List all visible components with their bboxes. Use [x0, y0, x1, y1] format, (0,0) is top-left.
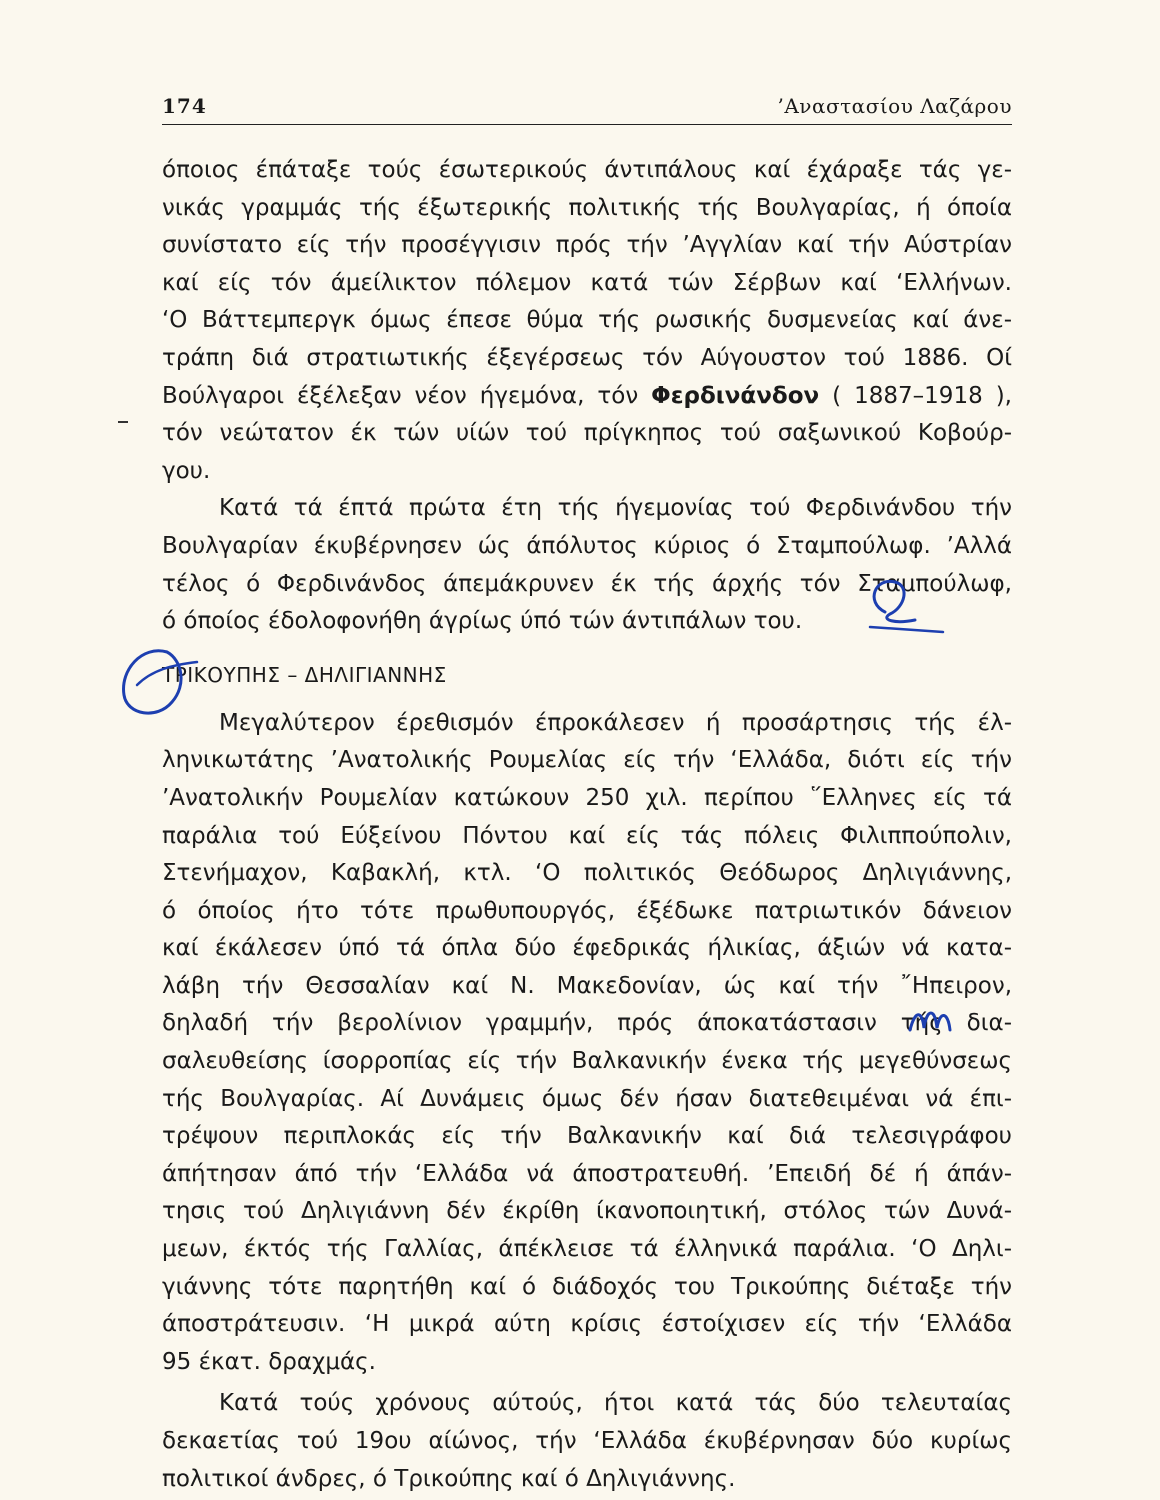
text-line: τράπη διά στρατιωτικής έξεγέρσεως τόν Αύγουστον τού 1886. Οί [162, 344, 1012, 371]
text-line: ό όποίος ήτο τότε πρωθυπουργός, έξέδωκε πατριωτικόν δάνειον [162, 897, 1012, 924]
page-header [162, 86, 1012, 126]
paragraph-3 [162, 705, 1012, 1382]
text-line: καί έκάλεσεν ύπό τά όπλα δύο έφεδρικάς ήλικίας, άξιών νά κατα- [162, 935, 1012, 962]
paragraph-1 [162, 152, 1012, 490]
text-line: νικάς γραμμάς τής έξωτερικής πολιτικής τής Βουλγαρίας, ή όποία [162, 194, 1012, 221]
text-line: ληνικωτάτης ’Ανατολικής Ρουμελίας είς τήν ‘Ελλάδα, διότι είς τήν [162, 747, 1012, 774]
text-line: ’Ανατολικήν Ρουμελίαν κατώκουν 250 χιλ. περίπου ῞Ελληνες είς τά [162, 784, 1012, 811]
text-line: γου. [162, 457, 211, 484]
text-line: ό όποίος έδολοφονήθη άγρίως ύπό τών άντιπάλων του. [162, 608, 803, 635]
text-line: συνίστατο είς τήν προσέγγισιν πρός τήν ’Αγγλίαν καί τήν Αύστρίαν [162, 232, 1012, 259]
header-rule [162, 124, 1012, 125]
text-line: γιάννης τότε παρητήθη καί ό διάδοχός του Τρικούπης διέταξε τήν [162, 1273, 1012, 1300]
text-line: τέλος ό Φερδινάνδος άπεμάκρυνεν έκ τής άρχής τόν Σταμπούλωφ, [162, 570, 1012, 597]
body-text [162, 152, 1012, 1498]
handwritten-scribble-mark [900, 1000, 960, 1040]
text-line: σαλευθείσης ίσορροπίας είς τήν Βαλκανικήν ένεκα τής μεγεθύνσεως [162, 1048, 1012, 1075]
text-line: τής Βουλγαρίας. Αί Δυνάμεις όμως δέν ήσαν διατεθειμέναι νά έπι- [162, 1085, 1012, 1112]
text-line: δηλαδή τήν βερολίνιον γραμμήν, πρός άποκατάστασιν τής δια- [162, 1010, 1012, 1037]
text-line: καί είς τόν άμείλικτον πόλεμον κατά τών Σέρβων καί ‘Ελλήνων. [162, 269, 1012, 296]
text-line: λάβη τήν Θεσσαλίαν καί Ν. Μακεδονίαν, ώς καί τήν ῎Ηπειρον, [162, 972, 1012, 999]
handwritten-initial-mark [855, 572, 955, 642]
text-line [162, 378, 1012, 416]
margin-mark [118, 421, 128, 423]
text-line: τόν νεώτατον έκ τών υίών τού πρίγκηπος τού σαξωνικού Κοβούρ- [162, 420, 1012, 447]
text-line: Κατά τούς χρόνους αύτούς, ήτοι κατά τάς δύο τελευταίας [219, 1390, 1012, 1417]
text-line: Βουλγαρίαν έκυβέρνησεν ώς άπόλυτος κύριος ό Σταμπούλωφ. ’Αλλά [162, 532, 1012, 559]
text-line: δεκαετίας τού 19ου αίώνος, τήν ‘Ελλάδα έκυβέρνησαν δύο κυρίως [162, 1428, 1012, 1454]
text-line: άποστράτευσιν. ‘Η μικρά αύτη κρίσις έστοίχισεν είς τήν ‘Ελλάδα [162, 1311, 1012, 1338]
text-line: ‘Ο Βάττεμπεργκ όμως έπεσε θύμα τής ρωσικής δυσμενείας καί άνε- [162, 307, 1012, 334]
text-line: Μεγαλύτερον έρεθισμόν έπροκάλεσεν ή προσάρτησις τής έλ- [219, 709, 1012, 736]
paragraph-4 [162, 1385, 1012, 1498]
handwritten-circle-mark [112, 640, 212, 725]
text-line: 95 έκατ. δραχμάς. [162, 1348, 376, 1375]
text-line: παράλια τού Εύξείνου Πόντου καί είς τάς πόλεις Φιλιππούπολιν, [162, 822, 1012, 849]
text-line: μεων, έκτός τής Γαλλίας, άπέκλεισε τά έλληνικά παράλια. ‘Ο Δηλι- [162, 1236, 1012, 1263]
text-line: Κατά τά έπτά πρώτα έτη τής ήγεμονίας τού Φερδινάνδου τήν [219, 495, 1012, 522]
text-line: τρέψουν περιπλοκάς είς τήν Βαλκανικήν καί διά τελεσιγράφου [162, 1123, 1012, 1150]
page-number: 174 [162, 94, 207, 118]
text-line: όποιος έπάταξε τούς έσωτερικούς άντιπάλους καί έχάραξε τάς γε- [162, 157, 1012, 183]
text-line: πολιτικοί άνδρες, ό Τρικούπης καί ό Δηλιγιάννης. [162, 1465, 736, 1492]
line-segment: Βούλγαροι έξέλεξαν νέον ήγεμόνα, τόν [162, 382, 639, 409]
bold-name: Φερδινάνδον [651, 382, 820, 409]
section-heading: ΤΡΙΚΟΥΠΗΣ – ΔΗΛΙΓΙΑΝΝΗΣ [162, 662, 447, 687]
text-line: τησις τού Δηλιγιάννη δέν έκρίθη ίκανοποιητική, στόλος τών Δυνά- [162, 1198, 1012, 1225]
text-line: Στενήμαχον, Καβακλή, κτλ. ‘Ο πολιτικός Θεόδωρος Δηλιγιάννης, [162, 860, 1012, 887]
line-segment: ( 1887–1918 ), [832, 382, 1012, 409]
text-line: άπήτησαν άπό τήν ‘Ελλάδα νά άποστρατευθή. ’Επειδή δέ ή άπάν- [162, 1160, 1012, 1187]
running-title: ’Αναστασίου Λαζάρου [777, 94, 1012, 118]
